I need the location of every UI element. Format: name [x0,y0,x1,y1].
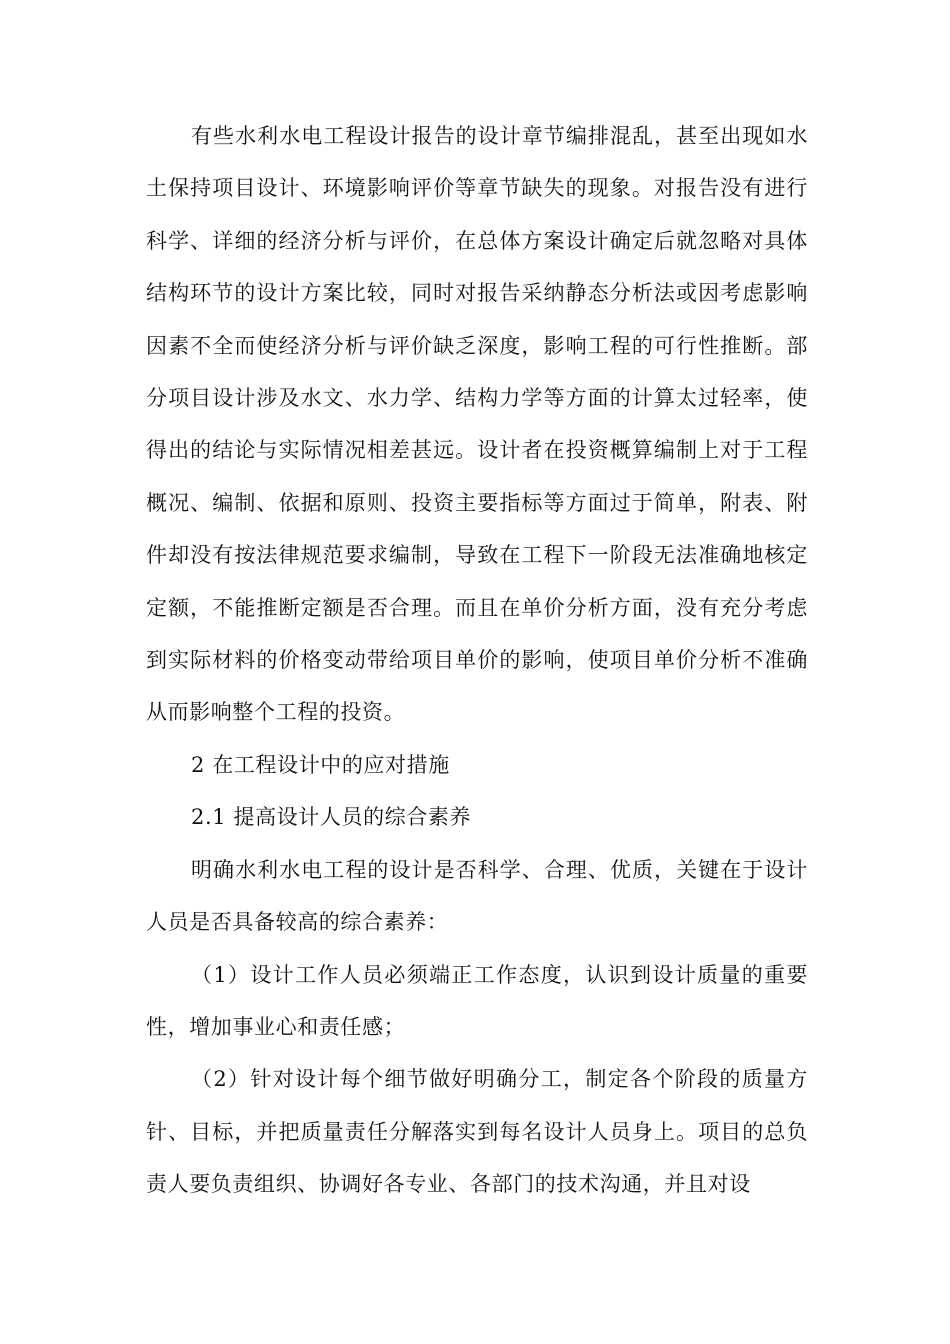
paragraph-designer-quality-intro: 明确水利水电工程的设计是否科学、合理、优质，关键在于设计人员是否具备较高的综合素养： [146,857,808,935]
subsection-heading-designer-quality: 2.1 提高设计人员的综合素养 [191,805,472,830]
paragraph-design-report-issues: 有些水利水电工程设计报告的设计章节编排混乱，甚至出现如水土保持项目设计、环境影响评价等章节缺失的现象。对报告没有进行科学、详细的经济分析与评价，在总体方案设计确定后就忽略对具体结构环节的设计方案比较，同时对报告采纳静态分析法或因考虑影响因素不全而使经济分析与评价缺乏深度，影响工程的可行性推断。部分项目设计涉及水文、水力学、结构力学等方面的计算太过轻率，使得出的结论与实际情况相差甚远。设计者在投资概算编制上对于工程概况、编制、依据和原则、投资主要指标等方面过于简单，附表、附件却没有按法律规范要求编制，导致在工程下一阶段无法准确地核定定额，不能推断定额是否合理。而且在单价分析方面，没有充分考虑到实际材料的价格变动带给项目单价的影响，使项目单价分析不准确从而影响整个工程的投资。 [146,124,808,725]
section-heading-countermeasures: 2 在工程设计中的应对措施 [191,752,450,777]
list-item-1-work-attitude: （1）设计工作人员必须端正工作态度，认识到设计质量的重要性，增加事业心和责任感； [146,962,808,1039]
list-item-2-division-of-labor: （2）针对设计每个细节做好明确分工，制定各个阶段的质量方针、目标，并把质量责任分解落实到每名设计人员身上。项目的总负责人要负责组织、协调好各专业、各部门的技术沟通，并且对设 [146,1067,808,1197]
document-body [146,110,808,1211]
